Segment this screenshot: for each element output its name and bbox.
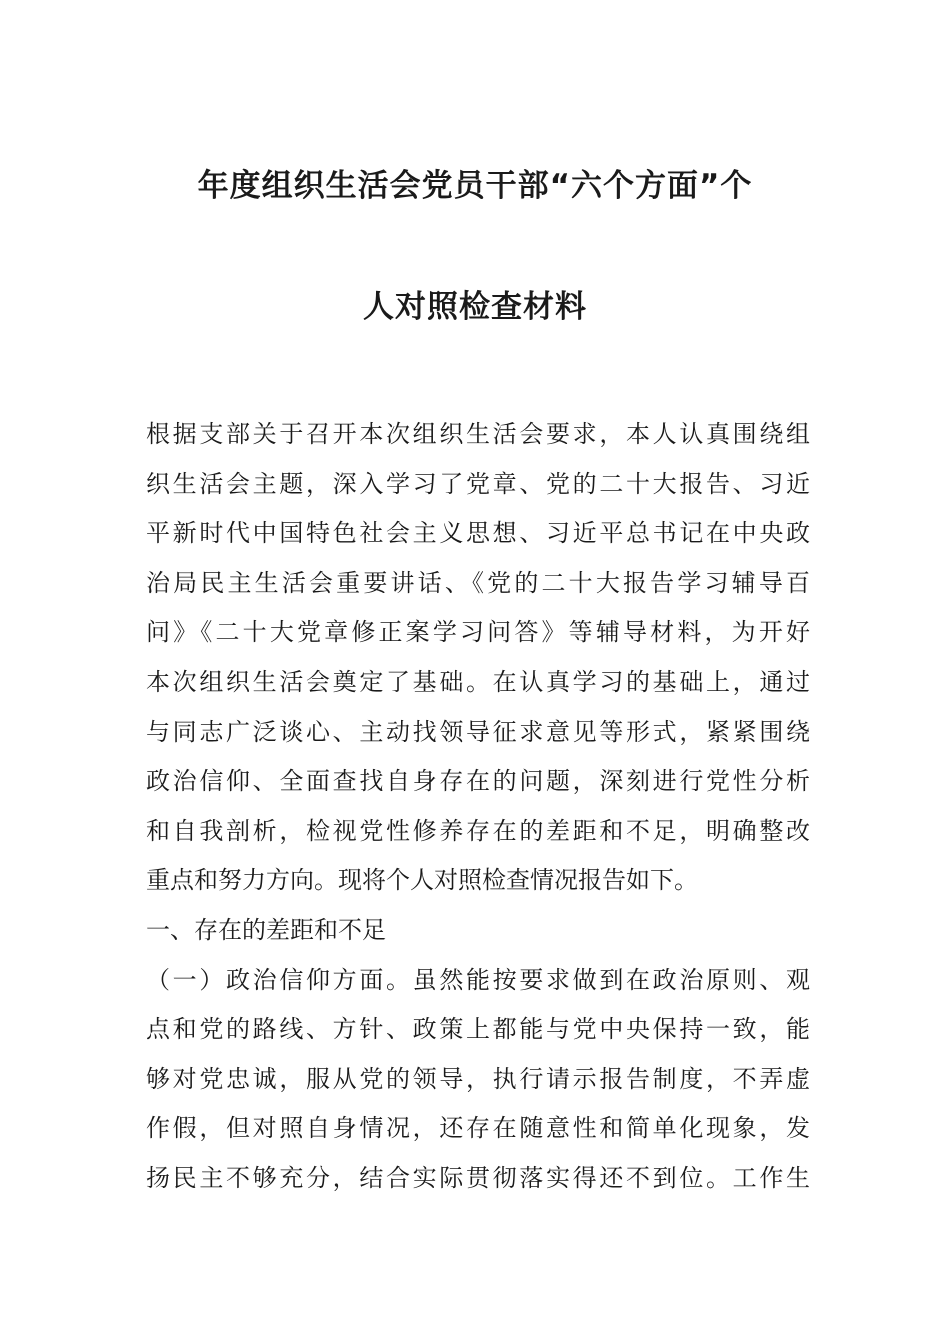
body-line: 和自我剖析，检视党性修养存在的差距和不足，明确整改 bbox=[146, 816, 810, 845]
document-title-line-2: 人对照检查材料 bbox=[363, 289, 587, 325]
body-line: 织生活会主题，深入学习了党章、党的二十大报告、习近 bbox=[146, 469, 810, 498]
body-line: 点和党的路线、方针、政策上都能与党中央保持一致，能 bbox=[146, 1015, 810, 1044]
body-line: 与同志广泛谈心、主动找领导征求意见等形式，紧紧围绕 bbox=[146, 717, 810, 746]
body-line: 扬民主不够充分，结合实际贯彻落实得还不到位。工作生 bbox=[146, 1163, 810, 1192]
body-line: 本次组织生活会奠定了基础。在认真学习的基础上，通过 bbox=[146, 667, 810, 696]
body-line: 作假，但对照自身情况，还存在随意性和简单化现象，发 bbox=[146, 1114, 810, 1143]
body-line: 重点和努力方向。现将个人对照检查情况报告如下。 bbox=[146, 866, 698, 895]
body-line: 政治信仰、全面查找自身存在的问题，深刻进行党性分析 bbox=[146, 767, 810, 796]
body-line: 问》《二十大党章修正案学习问答》等辅导材料，为开好 bbox=[146, 618, 810, 647]
document-body bbox=[146, 410, 810, 1204]
body-line: （一）政治信仰方面。虽然能按要求做到在政治原则、观 bbox=[146, 965, 810, 994]
body-line: 平新时代中国特色社会主义思想、习近平总书记在中央政 bbox=[146, 519, 810, 548]
body-line: 根据支部关于召开本次组织生活会要求，本人认真围绕组 bbox=[146, 420, 810, 448]
section-heading: 一、存在的差距和不足 bbox=[146, 915, 386, 944]
body-line: 治局民主生活会重要讲话、《党的二十大报告学习辅导百 bbox=[146, 568, 810, 597]
document-title-line-1: 年度组织生活会党员干部“六个方面”个 bbox=[197, 168, 753, 204]
body-line: 够对党忠诚，服从党的领导，执行请示报告制度，不弄虚 bbox=[146, 1064, 810, 1093]
